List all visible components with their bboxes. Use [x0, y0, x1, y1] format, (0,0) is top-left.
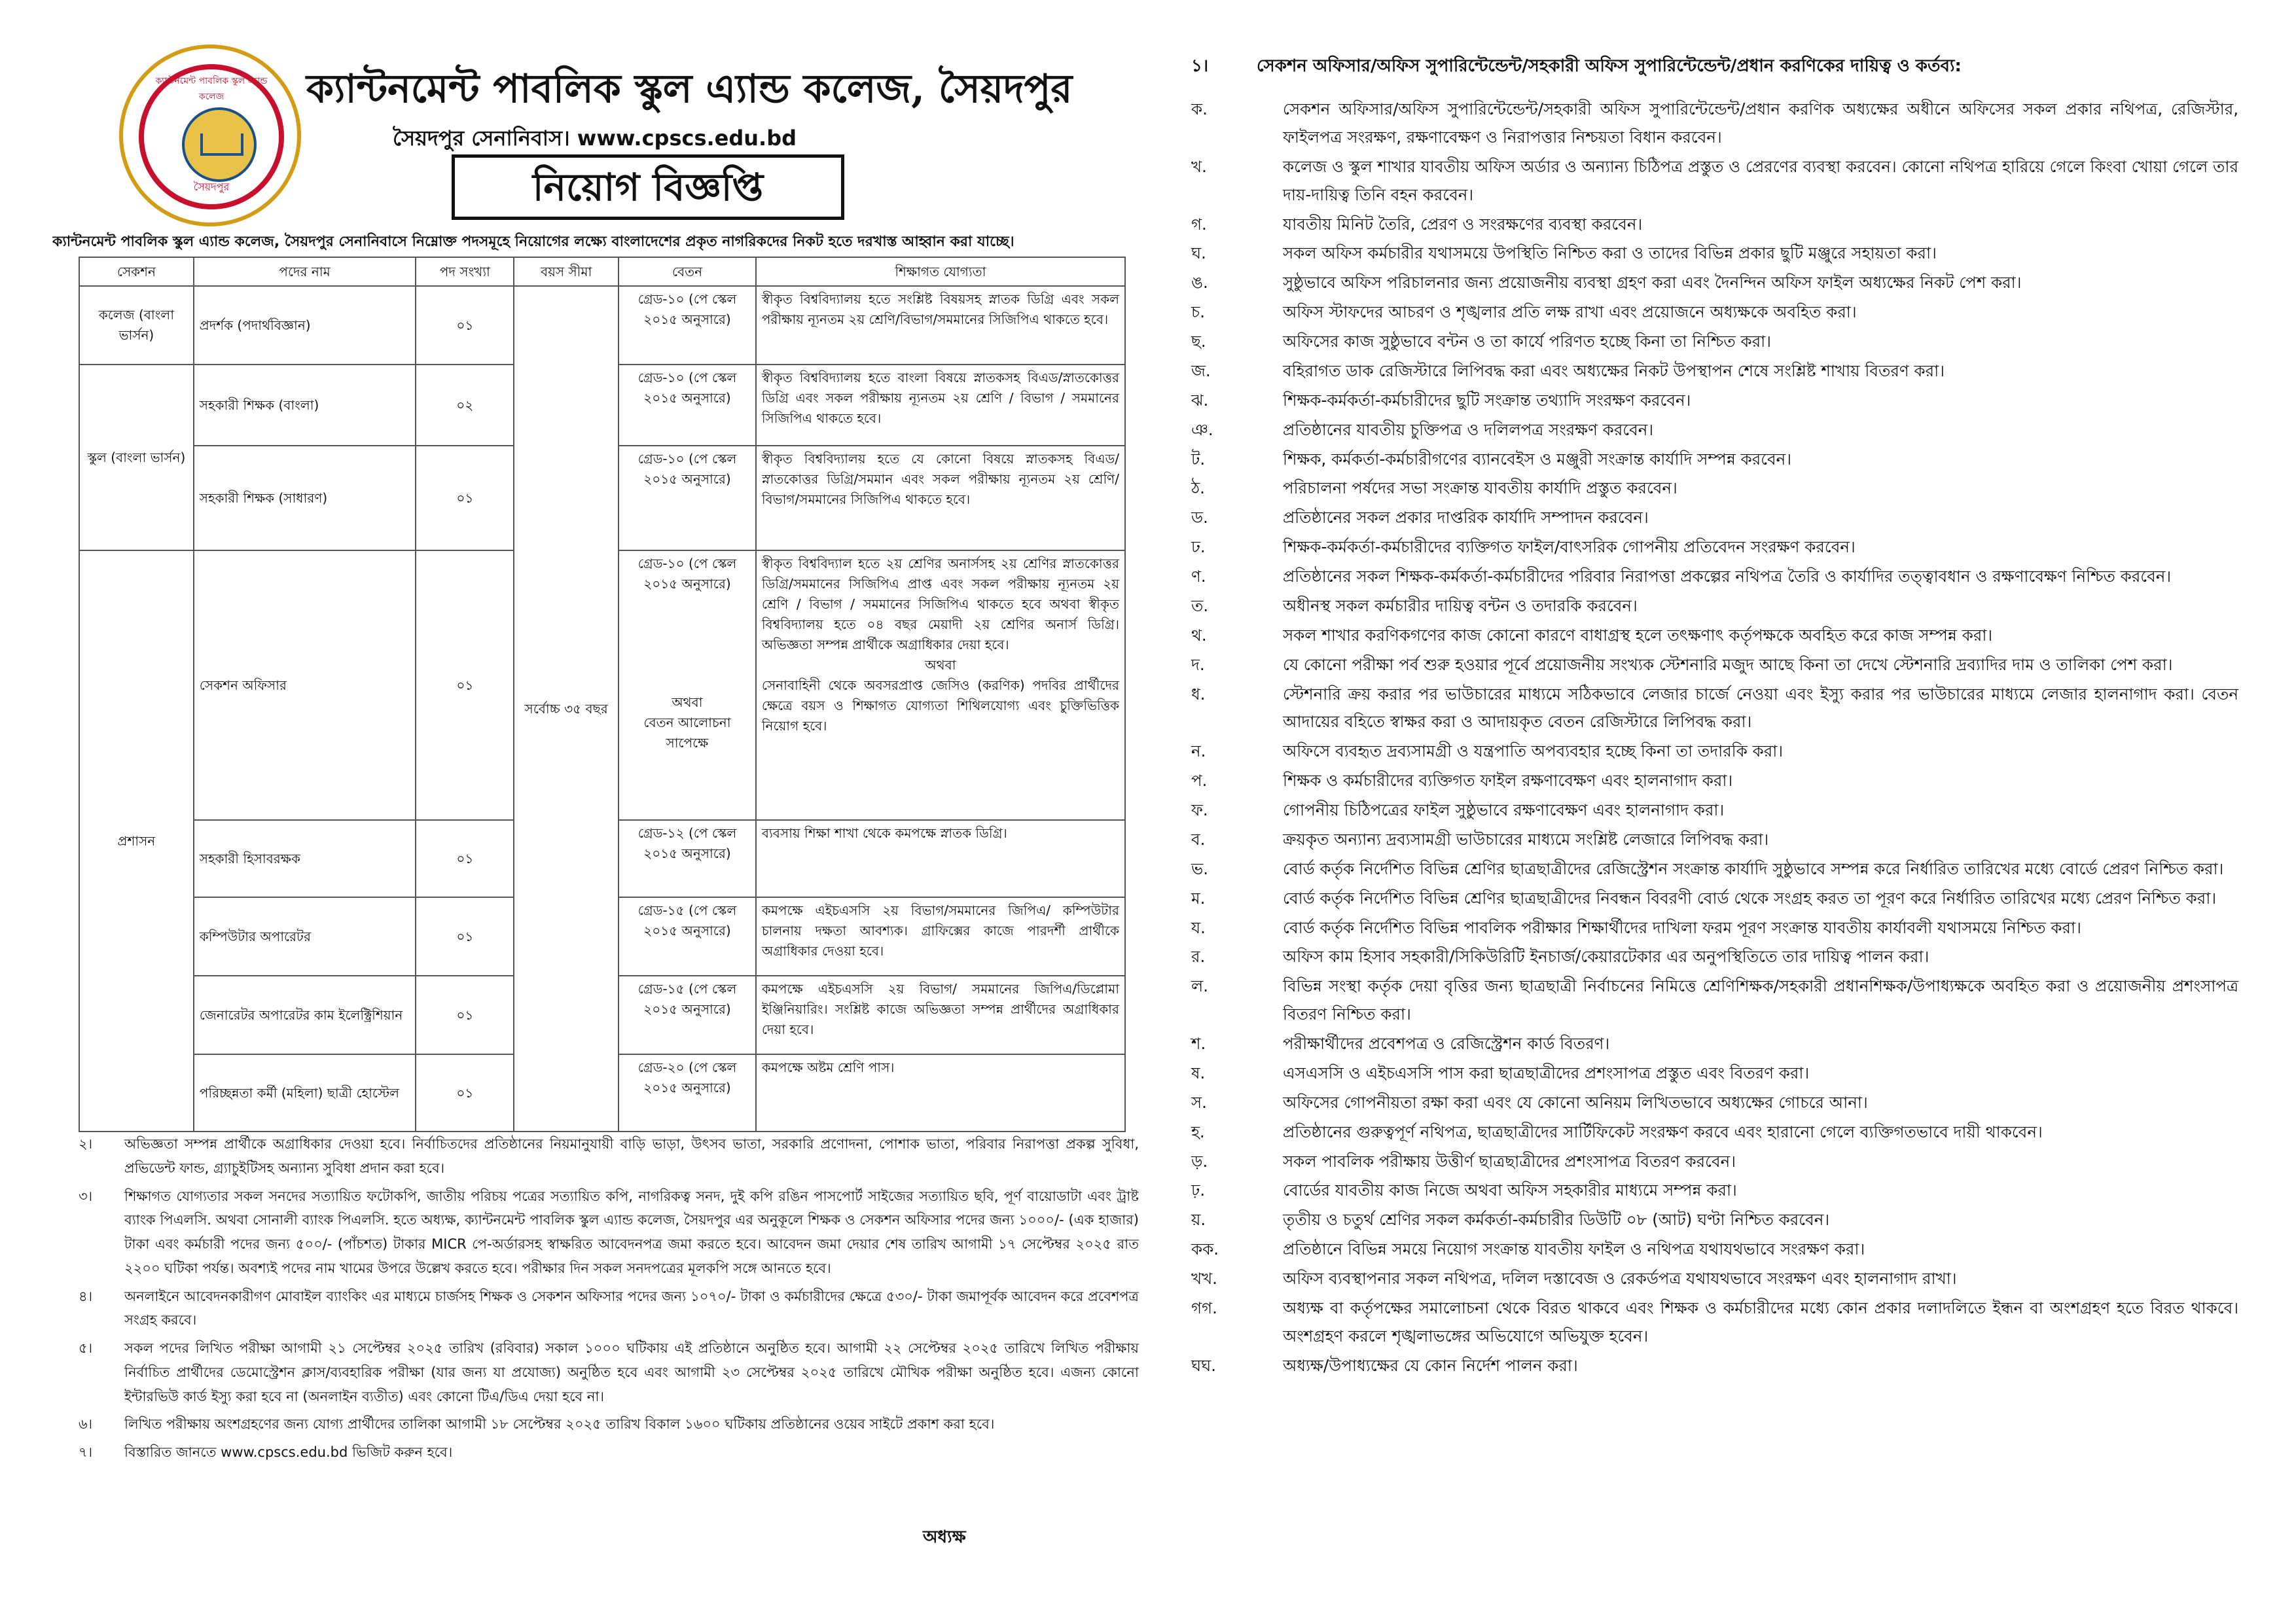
duty-text: বোর্ড কর্তৃক নির্দেশিত বিভিন্ন শ্রেণির ছাত্রছাত্রীদের নিবন্ধন বিবরণী বোর্ড থেকে সংগ্রহ করত তা পূরণ করে নির্ধারিত তারিখের মধ্যে প্রেরণ নিশ্চিত করা।: [1283, 888, 2217, 908]
duty-text: যে কোনো পরীক্ষা পর্ব শুরু হওয়ার পূর্বে প্রয়োজনীয় সংখ্যক স্টেশনারি মজুদ আছে কিনা তা দেখে স্টেশনারি দ্রব্যাদির দাম ও তালিকা পেশ করা।: [1283, 654, 2173, 674]
note-number: ৪।: [79, 1288, 93, 1304]
duty-item: [1191, 622, 2238, 650]
education: স্বীকৃত বিশ্ববিদ্যালয় হতে সংশ্লিষ্ট বিষয়সহ স্নাতক ডিগ্রি এবং সকল পরীক্ষায় ন্যূনতম ২য় শ্রেণি/বিভাগ/সমমানের সিজিপিএ থাকতে হবে।: [756, 286, 1125, 365]
duty-item: [1191, 387, 2238, 415]
duty-number: ব.: [1191, 829, 1206, 849]
post-name: সেকশন অফিসার: [194, 550, 416, 820]
duty-text: প্রতিষ্ঠানের যাবতীয় চুক্তিপত্র ও দলিলপত্র সংরক্ষণ করবেন।: [1283, 419, 1654, 439]
duty-text: অধ্যক্ষ/উপাধ্যক্ষের যে কোন নির্দেশ পালন করা।: [1283, 1355, 1578, 1375]
duty-number: ঘ.: [1191, 243, 1206, 263]
note-item: [79, 1285, 1139, 1333]
duty-item: [1191, 796, 2238, 825]
col-header-post: পদের নাম: [194, 257, 416, 286]
duty-number: ঙ.: [1191, 273, 1208, 293]
duty-item: [1191, 416, 2238, 444]
duty-text: বোর্ড কর্তৃক নির্দেশিত বিভিন্ন শ্রেণির ছাত্রছাত্রীদের রেজিস্ট্রেশন সংক্রান্ত কার্যাদি সুষ্ঠুভাবে সম্পন্ন করে নির্ধারিত তারিখের মধ্যে বোর্ডে প্রেরণ নিশ্চিত করা।: [1283, 859, 2224, 878]
duty-item: [1191, 1352, 2238, 1380]
duty-item: [1191, 357, 2238, 385]
post-count: ০১: [416, 976, 514, 1054]
duty-number: হ.: [1191, 1122, 1205, 1141]
intro-text: ক্যান্টনমেন্ট পাবলিক স্কুল এ্যান্ড কলেজ, সৈয়দপুর সেনানিবাসে নিম্নোক্ত পদসমূহে নিয়োগের লক্ষ্যে বাংলাদেশের প্রকৃত নাগরিকদের নিকট হতে দরখাস্ত আহ্বান করা যাচ্ছে।: [52, 234, 1014, 250]
post-name: সহকারী হিসাবরক্ষক: [194, 820, 416, 897]
education: কমপক্ষে অষ্টম শ্রেণি পাস।: [756, 1054, 1125, 1132]
duty-number: ছ.: [1191, 332, 1206, 351]
duty-number: স.: [1191, 1092, 1207, 1112]
duty-number: ক.: [1191, 99, 1208, 118]
notice-title: নিয়োগ বিজ্ঞপ্তি: [452, 154, 844, 220]
note-text: লিখিত পরীক্ষায় অংশগ্রহণের জন্য যোগ্য প্রার্থীদের তালিকা আগামী ১৮ সেপ্টেম্বর ২০২৫ তারিখ বিকাল ১৬০০ ঘটিকায় প্রতিষ্ঠানের ওয়েব সাইটে প্রকাশ করা হবে।: [124, 1416, 995, 1433]
duty-text: অফিস কাম হিসাব সহকারী/সিকিউরিটি ইনচার্জ/কেয়ারটেকার এর অনুপস্থিতিতে তার দায়িত্ব পালন করা।: [1283, 947, 1929, 967]
duty-number: গগ.: [1191, 1298, 1217, 1317]
duty-text: যাবতীয় মিনিট তৈরি, প্রেরণ ও সংরক্ষণের ব্যবস্থা করবেন।: [1283, 214, 1643, 234]
duty-text: অফিসে ব্যবহৃত দ্রব্যসামগ্রী ও যন্ত্রপাতি অপব্যবহার হচ্ছে কিনা তা তদারকি করা।: [1283, 741, 1784, 761]
post-name: সহকারী শিক্ষক (সাধারণ): [194, 446, 416, 550]
duty-text: বোর্ডের যাবতীয় কাজ নিজে অথবা অফিস সহকারীর মাধ্যমে সম্পন্ন করা।: [1283, 1181, 1737, 1200]
duty-text: অফিসের কাজ সুষ্ঠুভাবে বন্টন ও তা কার্যে পরিণত হচ্ছে কিনা তা নিশ্চিত করা।: [1283, 332, 1772, 351]
duty-item: [1191, 563, 2238, 591]
duties-list: [1191, 96, 2238, 1380]
duty-item: [1191, 681, 2238, 737]
note-item: [79, 1132, 1139, 1181]
duty-number: ঘঘ.: [1191, 1355, 1217, 1375]
duty-item: [1191, 651, 2238, 679]
note-item: [79, 1185, 1139, 1281]
section-admin: প্রশাসন: [79, 550, 194, 1132]
duty-text: পরিচালনা পর্ষদের সভা সংক্রান্ত যাবতীয় কার্যাদি প্রস্তুত করবেন।: [1283, 478, 1677, 498]
salary-cell: [619, 550, 756, 820]
table-header-row: [79, 257, 1125, 286]
duty-item: [1191, 533, 2238, 562]
duty-number: খখ.: [1191, 1269, 1217, 1288]
salary: গ্রেড-১০ (পে স্কেল ২০১৫ অনুসারে): [619, 446, 756, 550]
col-header-section: সেকশন: [79, 257, 194, 286]
post-count: ০১: [416, 897, 514, 976]
duty-text: সুষ্ঠুভাবে অফিস পরিচালনার জন্য প্রয়োজনীয় ব্যবস্থা গ্রহণ করা এবং দৈনন্দিন অফিস ফাইল অধ্যক্ষের নিকট পেশ করা।: [1283, 273, 2022, 293]
duty-item: [1191, 1294, 2238, 1351]
note-item: [79, 1412, 1139, 1436]
duty-number: ঝ.: [1191, 390, 1209, 410]
post-count: ০১: [416, 550, 514, 820]
education-cell: [756, 550, 1125, 820]
duty-item: [1191, 592, 2238, 620]
duty-number: জ.: [1191, 361, 1211, 380]
post-name: পরিচ্ছন্নতা কর্মী (মহিলা) ছাত্রী হোস্টেল: [194, 1054, 416, 1132]
duty-item: [1191, 328, 2238, 356]
education-alt: সেনাবাহিনী থেকে অবসরপ্রাপ্ত জেসিও (করণিক) পদবির প্রার্থীদের ক্ষেত্রে বয়স ও শিক্ষাগত যোগ্যতা শিথিলযোগ্য এবং চুক্তিভিত্তিক নিয়োগ হবে।: [761, 677, 1119, 734]
duty-item: [1191, 504, 2238, 532]
duty-number: গ.: [1191, 214, 1207, 234]
school-name: ক্যান্টনমেন্ট পাবলিক স্কুল এ্যান্ড কলেজ, সৈয়দপুর: [306, 66, 1073, 112]
duty-number: ন.: [1191, 741, 1206, 761]
duty-number: ল.: [1191, 976, 1209, 996]
note-number: ৩।: [79, 1188, 93, 1204]
duty-text: বহিরাগত ডাক রেজিস্টারে লিপিবদ্ধ করা এবং অধ্যক্ষের নিকট উপস্থাপন শেষে সংশ্লিষ্ট শাখায় বিতরণ করা।: [1283, 361, 1945, 380]
note-text: অনলাইনে আবেদনকারীগণ মোবাইল ব্যাংকিং এর মাধ্যমে চার্জসহ শিক্ষক ও সেকশন অফিসার পদের জন্য ১০৭০/- টাকা ও কর্মচারীদের ক্ষেত্রে ৫৩০/- টাকা জমাপূর্বক আবেদন করে প্রবেশপত্র সংগ্রহ করবে।: [124, 1288, 1139, 1329]
education: কমপক্ষে এইচএসসি ২য় বিভাগ/ সমমানের জিপিএ/ডিপ্লোমা ইঞ্জিনিয়ারিং। সংশ্লিষ্ট কাজে অভিজ্ঞতা সম্পন্ন প্রার্থীদের অগ্রাধিকার দেয়া হবে।: [756, 976, 1125, 1054]
duties-heading: [1191, 52, 2238, 81]
duty-item: [1191, 1030, 2238, 1058]
logo-ring: [139, 64, 284, 209]
duty-text: কলেজ ও স্কুল শাখার যাবতীয় অফিস অর্ডার ও অন্যান্য চিঠিপত্র প্রস্তুত ও প্রেরণের ব্যবস্থা করবেন। কোনো নথিপত্র হারিয়ে গেলে কিংবা খোয়া গেলে তার দায়-দায়িত্ব তিনি বহন করবেন।: [1283, 156, 2238, 204]
duty-number: ঠ.: [1191, 478, 1205, 498]
duty-item: [1191, 972, 2238, 1029]
section-college: কলেজ (বাংলা ভার্সন): [79, 286, 194, 365]
duty-number: ফ.: [1191, 800, 1208, 819]
duty-number: ষ.: [1191, 1063, 1206, 1082]
duty-text: অধীনস্থ সকল কর্মচারীর দায়িত্ব বন্টন ও তদারকি করবেন।: [1283, 596, 1638, 615]
post-count: ০২: [416, 365, 514, 446]
duty-number: খ.: [1191, 156, 1207, 176]
salary-or: অথবা: [672, 694, 703, 710]
duty-number: ঞ.: [1191, 419, 1213, 439]
duty-text: বোর্ড কর্তৃক নির্দেশিত বিভিন্ন পাবলিক পরীক্ষার শিক্ষার্থীদের দাখিলা ফরম পূরণ সংক্রান্ত যাবতীয় কার্যাবলী যথাসময়ে নিশ্চিত করা।: [1283, 918, 2081, 937]
education: কমপক্ষে এইচএসসি ২য় বিভাগ/সমমানের জিপিএ/ কম্পিউটার চালনায় দক্ষতা আবশ্যক। গ্রাফিক্সের কাজে পারদর্শী প্রার্থীকে অগ্রাধিকার দেওয়া হবে।: [756, 897, 1125, 976]
duty-text: প্রতিষ্ঠানের সকল শিক্ষক-কর্মকর্তা-কর্মচারীদের পরিবার নিরাপত্তা প্রকল্পের নথিপত্র তৈরি ও কার্যাদির তত্ত্বাবধান ও রক্ষণাবেক্ষণ নিশ্চিত করবেন।: [1283, 567, 2172, 586]
duty-number: থ.: [1191, 625, 1207, 645]
duty-number: ভ.: [1191, 859, 1209, 878]
duty-item: [1191, 153, 2238, 209]
duties-number: ১।: [1191, 56, 1209, 76]
posts-table: [79, 257, 1126, 1132]
duty-number: ধ.: [1191, 684, 1206, 704]
duty-text: সকল অফিস কর্মচারীর যথাসময়ে উপস্থিতি নিশ্চিত করা ও তাদের বিভিন্ন প্রকার ছুটি মঞ্জুরে সহায়তা করা।: [1283, 243, 1937, 263]
post-count: ০১: [416, 1054, 514, 1132]
book-icon: [200, 134, 243, 156]
note-text: সকল পদের লিখিত পরীক্ষা আগামী ২১ সেপ্টেম্বর ২০২৫ তারিখ (রবিবার) সকাল ১০০০ ঘটিকায় এই প্রতিষ্ঠানে অনুষ্ঠিত হবে। আগামী ২২ সেপ্টেম্বর ২০২৫ তারিখে লিখিত পরীক্ষায় নির্বাচিত প্রার্থীদের ডেমোস্ট্রেশন ক্লাস/ব্যবহারিক পরীক্ষা (যার জন্য যা প্রযোজ্য) অনুষ্ঠিত হবে এবং আগামী ২৩ সেপ্টেম্বর ২০২৫ তারিখে মৌখিক পরীক্ষা অনুষ্ঠিত হবে। এজন্য কোনো ইন্টারভিউ কার্ড ইস্যু করা হবে না (অনলাইন ব্যতীত) এবং কোনো টিএ/ডিএ দেয়া হবে না।: [124, 1340, 1139, 1404]
col-header-salary: বেতন: [619, 257, 756, 286]
duty-item: [1191, 211, 2238, 239]
col-header-age: বয়স সীমা: [514, 257, 619, 286]
duty-number: ড.: [1191, 508, 1208, 527]
salary: গ্রেড-১৫ (পে স্কেল ২০১৫ অনুসারে): [619, 897, 756, 976]
duty-item: [1191, 298, 2238, 327]
duty-text: গোপনীয় চিঠিপত্রের ফাইল সুষ্ঠুভাবে রক্ষণাবেক্ষণ এবং হালনাগাদ করা।: [1283, 800, 1725, 819]
duty-item: [1191, 1236, 2238, 1264]
duty-text: সকল পাবলিক পরীক্ষায় উত্তীর্ণ ছাত্রছাত্রীদের প্রশংসাপত্র বিতরণ করবেন।: [1283, 1151, 1736, 1171]
duty-text: এসএসসি ও এইচএসসি পাস করা ছাত্রছাত্রীদের প্রশংসাপত্র প্রস্তুত এবং বিতরণ করা।: [1283, 1063, 1810, 1082]
duty-item: [1191, 1148, 2238, 1176]
section-school: স্কুল (বাংলা ভার্সন): [79, 365, 194, 550]
duty-text: অধ্যক্ষ বা কর্তৃপক্ষের সমালোচনা থেকে বিরত থাকবে এবং শিক্ষক ও কর্মচারীদের মধ্যে কোন প্রকার দলাদলিতে ইন্ধন বা অংশগ্রহণ হতে বিরত থাকবে। অংশগ্রহণ করলে শৃঙ্খলাভঙ্গের অভিযোগে অভিযুক্ত হবেন।: [1283, 1298, 2238, 1346]
note-number: ৭।: [79, 1444, 93, 1460]
duty-text: স্টেশনারি ক্রয় করার পর ভাউচারের মাধ্যমে সঠিকভাবে লেজার চার্জে নেওয়া এবং ইস্যু করার পর ভাউচারের মাধ্যমে লেজার হালনাগাদ করা। বেতন আদায়ের বহিতে স্বাক্ষর করা ও আদায়কৃত বেতন রেজিস্টারে লিপিবদ্ধ করা।: [1283, 684, 2238, 732]
note-item: [79, 1440, 1139, 1465]
note-item: [79, 1336, 1139, 1408]
logo-top-text: ক্যান্টনমেন্ট পাবলিক স্কুল এ্যান্ড কলেজ: [155, 76, 268, 102]
post-count: ০১: [416, 446, 514, 550]
duty-item: [1191, 1206, 2238, 1234]
logo-bottom-text: সৈয়দপুর: [193, 181, 230, 193]
duty-number: ণ.: [1191, 567, 1206, 586]
post-name: জেনারেটর অপারেটর কাম ইলেক্ট্রিশিয়ান: [194, 976, 416, 1054]
duty-number: দ.: [1191, 654, 1205, 674]
education: স্বীকৃত বিশ্ববিদ্যালয় হতে যে কোনো বিষয়ে স্নাতকসহ বিএড/স্নাতকোত্তর ডিগ্রি/সমমান এবং সকল পরীক্ষায় ন্যূনতম ২য় শ্রেণি/বিভাগ/সমমানের সিজিপিএ থাকতে হবে।: [756, 446, 1125, 550]
education: স্বীকৃত বিশ্ববিদ্যালয় হতে বাংলা বিষয়ে স্নাতকসহ বিএড/স্নাতকোত্তর ডিগ্রি এবং সকল পরীক্ষায় ন্যূনতম ২য় শ্রেণি / বিভাগ / সমমানের সিজিপিএ থাকতে হবে।: [756, 365, 1125, 446]
duty-number: ত.: [1191, 596, 1209, 615]
post-count: ০১: [416, 820, 514, 897]
education: ব্যবসায় শিক্ষা শাখা থেকে কমপক্ষে স্নাতক ডিগ্রি।: [756, 820, 1125, 897]
duty-text: প্রতিষ্ঠানের গুরুত্বপূর্ণ নথিপত্র, ছাত্রছাত্রীদের সার্টিফিকেট সংরক্ষণ করবে এবং হারানো গেলে ব্যক্তিগতভাবে দায়ী থাকবেন।: [1283, 1122, 2043, 1141]
duty-number: ড়.: [1191, 1151, 1208, 1171]
duty-item: [1191, 826, 2238, 854]
duty-text: তৃতীয় ও চতুর্থ শ্রেণির সকল কর্মকর্তা-কর্মচারীর ডিউটি ০৮ (আট) ঘণ্টা নিশ্চিত করবেন।: [1283, 1210, 1830, 1230]
duty-item: [1191, 914, 2238, 942]
duty-item: [1191, 269, 2238, 297]
duty-number: প.: [1191, 771, 1208, 791]
post-name: কম্পিউটার অপারেটর: [194, 897, 416, 976]
note-number: ৬।: [79, 1416, 93, 1433]
duty-number: ম.: [1191, 888, 1206, 908]
note-text: অভিজ্ঞতা সম্পন্ন প্রার্থীকে অগ্রাধিকার দেওয়া হবে। নির্বাচিতদের প্রতিষ্ঠানের নিয়মানুযায়ী বাড়ি ভাড়া, উৎসব ভাতা, সরকারি প্রণোদনা, পোশাক ভাতা, পরিবার নিরাপত্তা প্রকল্প সুবিধা, প্রভিডেন্ট ফান্ড, গ্র্যাচুইটিসহ অন্যান্য সুবিধা প্রদান করা হবে।: [124, 1136, 1139, 1176]
duty-text: শিক্ষক-কর্মকর্তা-কর্মচারীদের ছুটি সংক্রান্ত তথ্যাদি সংরক্ষণ করবেন।: [1283, 390, 1691, 410]
salary: গ্রেড-১৫ (পে স্কেল ২০১৫ অনুসারে): [619, 976, 756, 1054]
duty-item: [1191, 446, 2238, 474]
duty-item: [1191, 1177, 2238, 1205]
duty-text: সকল শাখার করণিকগণের কাজ কোনো কারণে বাধাগ্রস্থ হলে তৎক্ষণাৎ কর্তৃপক্ষকে অবহিত করে কাজ সম্পন্ন করা।: [1283, 625, 1993, 645]
duty-number: ঢ়.: [1191, 1181, 1206, 1200]
salary: গ্রেড-১০ (পে স্কেল ২০১৫ অনুসারে): [637, 556, 737, 592]
duty-item: [1191, 943, 2238, 971]
duty-item: [1191, 738, 2238, 766]
duty-number: ট.: [1191, 449, 1206, 469]
duties-section: [1191, 52, 2238, 1382]
table-row: [79, 286, 1125, 365]
education: স্বীকৃত বিশ্ববিদ্যাল হতে ২য় শ্রেণির অনার্সসহ ২য় শ্রেণির স্নাতকোত্তর ডিগ্রি/সমমানের সিজিপিএ প্রাপ্ত এবং সকল পরীক্ষায় ন্যূনতম ২য় শ্রেণি / বিভাগ / সমমানের সিজিপিএ থাকতে হবে অথবা স্বীকৃত বিশ্ববিদ্যালয় হতে ০৪ বছর মেয়াদী ২য় শ্রেণির অনার্স ডিগ্রি। অভিজ্ঞতা সম্পন্ন প্রার্থীকে অগ্রাধিকার দেয়া হবে।: [761, 556, 1119, 652]
salary-alt: বেতন আলোচনা সাপেক্ষে: [643, 715, 731, 751]
duty-text: প্রতিষ্ঠানে বিভিন্ন সময়ে নিয়োগ সংক্রান্ত যাবতীয় ফাইল ও নথিপত্র যথাযথভাবে সংরক্ষণ করা।: [1283, 1240, 1865, 1259]
salary: গ্রেড-১০ (পে স্কেল ২০১৫ অনুসারে): [619, 365, 756, 446]
duty-item: [1191, 855, 2238, 883]
duty-item: [1191, 1265, 2238, 1293]
duty-item: [1191, 96, 2238, 152]
duty-item: [1191, 1060, 2238, 1088]
duty-number: ঢ.: [1191, 537, 1206, 557]
duty-text: শিক্ষক-কর্মকর্তা-কর্মচারীদের ব্যক্তিগত ফাইল/বাৎসরিক গোপনীয় প্রতিবেদন সংরক্ষণ করবেন।: [1283, 537, 1856, 557]
duty-number: য.: [1191, 918, 1206, 937]
school-logo: [119, 45, 301, 226]
duty-number: শ.: [1191, 1034, 1206, 1053]
salary: গ্রেড-১২ (পে স্কেল ২০১৫ অনুসারে): [619, 820, 756, 897]
logo-emblem: [182, 107, 257, 182]
school-subtitle: সৈয়দপুর সেনানিবাস। www.cpscs.edu.bd: [393, 126, 797, 151]
note-text: শিক্ষাগত যোগ্যতার সকল সনদের সত্যায়িত ফটোকপি, জাতীয় পরিচয় পত্রের সত্যায়িত কপি, নাগরিকত্ব সনদ, দুই কপি রঙিন পাসপোর্ট সাইজের সত্যায়িত ছবি, পূর্ণ বায়োডাটা এবং ট্রাষ্ট ব্যাংক পিএলসি. অথবা সোনালী ব্যাংক পিএলসি. হতে অধ্যক্ষ, ক্যান্টনমেন্ট পাবলিক স্কুল এ্যান্ড কলেজ, সৈয়দপুর এর অনুকূলে শিক্ষক ও সেকশন অফিসার পদের জন্য ১০০০/- (এক হাজার) টাকা এবং কর্মচারী পদের জন্য ৫০০/- (পাঁচশত) টাকার MICR পে-অর্ডারসহ স্বাক্ষরিত আবেদনপত্র জমা করতে হবে। আবেদন জমা দেয়ার শেষ তারিখ আগামী ১৭ সেপ্টেম্বর ২০২৫ রাত ২২০০ ঘটিকা পর্যন্ত। অবশ্যই পদের নাম খামের উপরে উল্লেখ করতে হবে। পরীক্ষার দিন সকল সনদপত্রের মূলকপি সঙ্গে আনতে হবে।: [124, 1188, 1139, 1276]
duty-number: চ.: [1191, 302, 1206, 322]
duty-number: কক.: [1191, 1240, 1219, 1259]
duty-text: অফিস ব্যবস্থাপনার সকল নথিপত্র, দলিল দস্তাবেজ ও রেকর্ডপত্র যথাযথভাবে সংরক্ষণ এবং হালনাগাদ রাখা।: [1283, 1269, 1957, 1288]
duty-text: অফিস স্টাফদের আচরণ ও শৃঙ্খলার প্রতি লক্ষ রাখা এবং প্রয়োজনে অধ্যক্ষকে অবহিত করা।: [1283, 302, 1857, 322]
notes-list: [79, 1132, 1139, 1472]
duty-text: পরীক্ষার্থীদের প্রবেশপত্র ও রেজিস্ট্রেশন কার্ড বিতরণ।: [1283, 1034, 1610, 1053]
duties-title: সেকশন অফিসার/অফিস সুপারিন্টেন্ডেন্ট/সহকারী অফিস সুপারিন্টেন্ডেন্ট/প্রধান করণিকের দায়িত্ব ও কর্তব্য:: [1257, 56, 1962, 76]
duty-text: সেকশন অফিসার/অফিস সুপারিন্টেন্ডেন্ট/সহকারী অফিস সুপারিন্টেন্ডেন্ট/প্রধান করণিক অধ্যক্ষের অধীনে অফিসের সকল প্রকার নথিপত্র, রেজিস্টার, ফাইলপত্র সংরক্ষণ, রক্ষণাবেক্ষণ ও নিরাপত্তার নিশ্চয়তা বিধান করবেন।: [1283, 99, 2238, 147]
education-or: অথবা: [925, 657, 956, 673]
duty-text: ক্রয়কৃত অন্যান্য দ্রব্যসামগ্রী ভাউচারের মাধ্যমে সংশ্লিষ্ট লেজারে লিপিবদ্ধ করা।: [1283, 829, 1769, 849]
duty-text: বিভিন্ন সংস্থা কর্তৃক দেয়া বৃত্তির জন্য ছাত্রছাত্রী নির্বাচনের নিমিত্তে শ্রেণিশিক্ষক/সহকারী প্রধানশিক্ষক/উপাধ্যক্ষকে অবহিত করা ও প্রয়োজনীয় প্রশংসাপত্র বিতরণ নিশ্চিত করা।: [1283, 976, 2238, 1024]
note-number: ৫।: [79, 1340, 93, 1356]
duty-item: [1191, 474, 2238, 503]
age-limit: সর্বোচ্চ ৩৫ বছর: [514, 286, 619, 1132]
post-name: সহকারী শিক্ষক (বাংলা): [194, 365, 416, 446]
signature-principal: অধ্যক্ষ: [923, 1527, 966, 1547]
duty-item: [1191, 767, 2238, 795]
duty-text: শিক্ষক, কর্মকর্তা-কর্মচারীগণের ব্যানবেইস ও মঞ্জুরী সংক্রান্ত কার্যাদি সম্পন্ন করবেন।: [1283, 449, 1792, 469]
duty-number: র.: [1191, 947, 1206, 967]
duty-text: প্রতিষ্ঠানের সকল প্রকার দাপ্তরিক কার্যাদি সম্পাদন করবেন।: [1283, 508, 1649, 527]
note-text: বিস্তারিত জানতে www.cpscs.edu.bd ভিজিট করুন হবে।: [124, 1444, 453, 1460]
duty-item: [1191, 885, 2238, 913]
post-count: ০১: [416, 286, 514, 365]
duty-number: য়.: [1191, 1210, 1206, 1230]
duty-text: অফিসের গোপনীয়তা রক্ষা করা এবং যে কোনো অনিয়ম লিখিতভাবে অধ্যক্ষের গোচরে আনা।: [1283, 1092, 1868, 1112]
post-name: প্রদর্শক (পদার্থবিজ্ঞান): [194, 286, 416, 365]
salary: গ্রেড-২০ (পে স্কেল ২০১৫ অনুসারে): [619, 1054, 756, 1132]
col-header-education: শিক্ষাগত যোগ্যতা: [756, 257, 1125, 286]
note-number: ২।: [79, 1136, 93, 1152]
duty-item: [1191, 1089, 2238, 1117]
duty-text: শিক্ষক ও কর্মচারীদের ব্যক্তিগত ফাইল রক্ষণাবেক্ষণ এবং হালনাগাদ করা।: [1283, 771, 1733, 791]
duty-item: [1191, 1118, 2238, 1147]
col-header-count: পদ সংখ্যা: [416, 257, 514, 286]
salary: গ্রেড-১০ (পে স্কেল ২০১৫ অনুসারে): [619, 286, 756, 365]
duty-item: [1191, 240, 2238, 268]
